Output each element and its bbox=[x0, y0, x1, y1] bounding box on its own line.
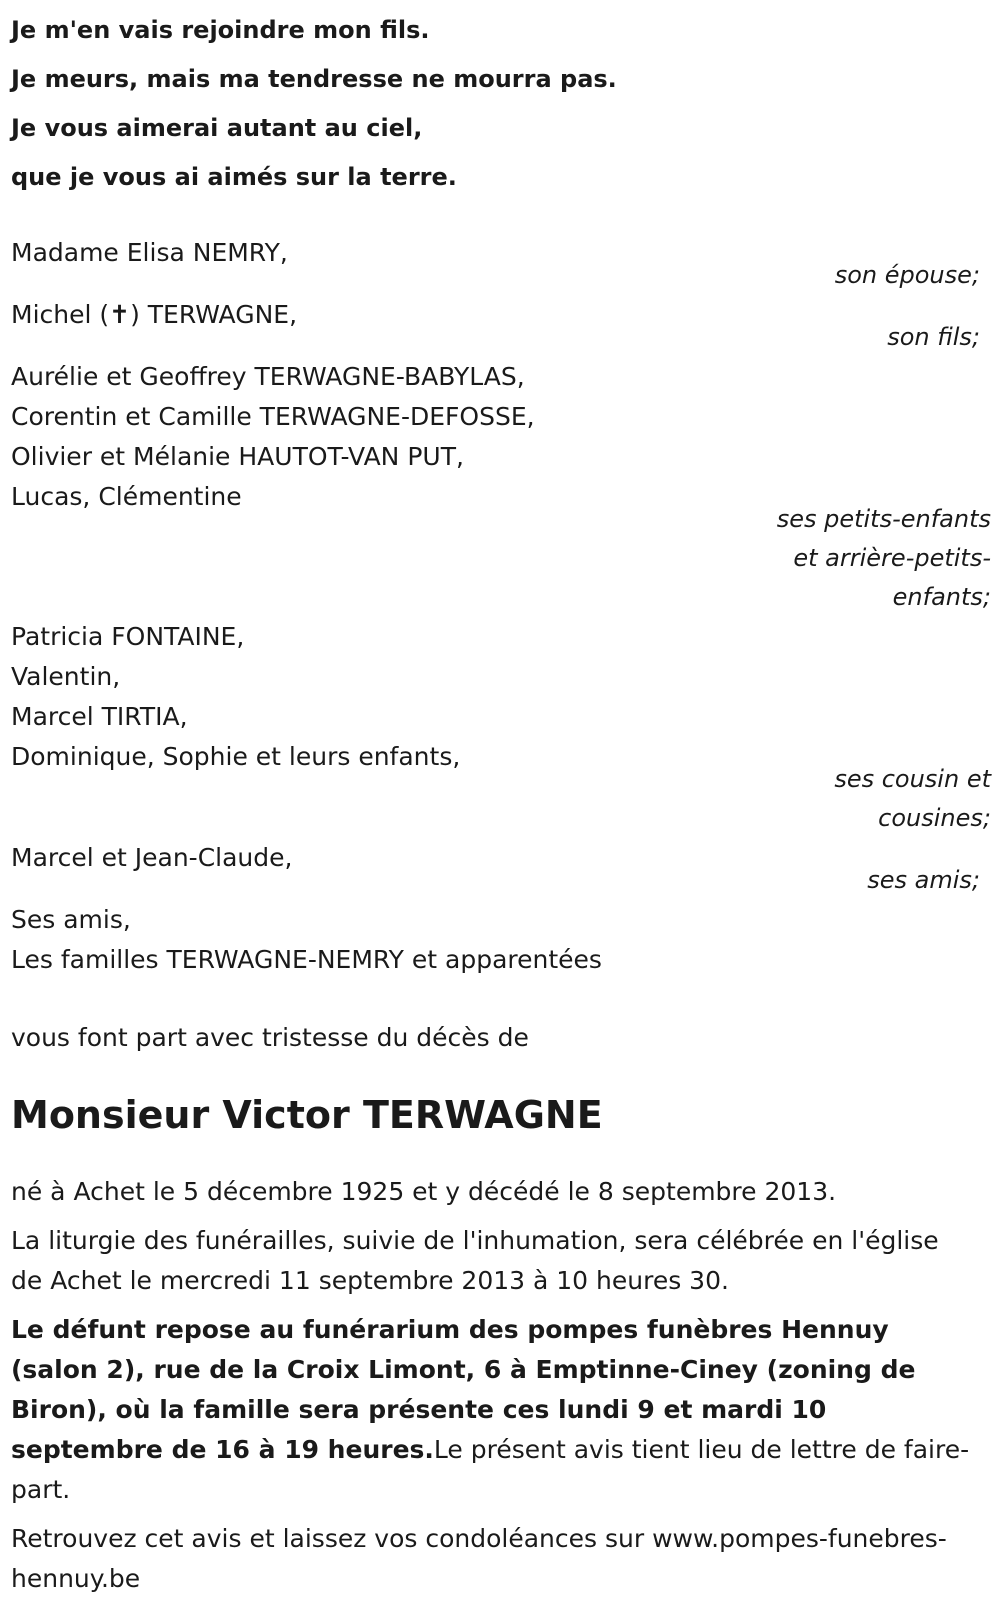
others-line: Ses amis, bbox=[11, 905, 131, 934]
friends-name: Marcel et Jean-Claude, bbox=[11, 843, 293, 872]
poem-line: Je m'en vais rejoindre mon fils. bbox=[11, 16, 430, 44]
liturgy-info: La liturgie des funérailles, suivie de l'inhumation, sera célébrée en l'église de Achet le mercredi 11 septembre 2013 à 10 heures 30. bbox=[11, 1226, 939, 1295]
poem-line: Je vous aimerai autant au ciel, bbox=[11, 114, 423, 142]
grandchildren-role-line: ses petits-enfants bbox=[776, 505, 991, 533]
poem-line: Je meurs, mais ma tendresse ne mourra pas. bbox=[11, 65, 617, 93]
cousin-line: Valentin, bbox=[11, 662, 121, 691]
spouse-role: son épouse; bbox=[834, 261, 980, 289]
cousins-block bbox=[11, 617, 991, 838]
grandchild-line: Aurélie et Geoffrey TERWAGNE-BABYLAS, bbox=[11, 362, 525, 391]
son-block bbox=[11, 295, 991, 357]
condolences-info: Retrouvez cet avis et laissez vos condoléances sur www.pompes-funebres-hennuy.be bbox=[11, 1524, 947, 1593]
notice-text: Le présent avis tient lieu de lettre de faire-part. bbox=[11, 1435, 970, 1504]
poem-line: que je vous ai aimés sur la terre. bbox=[11, 163, 457, 191]
grandchild-line: Lucas, Clémentine bbox=[11, 482, 242, 511]
cousin-line: Dominique, Sophie et leurs enfants, bbox=[11, 742, 461, 771]
birth-death: né à Achet le 5 décembre 1925 et y décédé le 8 septembre 2013. bbox=[11, 1177, 837, 1206]
friends-block bbox=[11, 838, 991, 900]
obituary-notice bbox=[11, 0, 991, 1599]
cousin-line: Marcel TIRTIA, bbox=[11, 702, 188, 731]
spouse-block bbox=[11, 233, 991, 295]
son-name: Michel (✝) TERWAGNE, bbox=[11, 300, 298, 329]
friends-role: ses amis; bbox=[867, 866, 980, 894]
grandchild-line: Corentin et Camille TERWAGNE-DEFOSSE, bbox=[11, 402, 535, 431]
poem bbox=[11, 6, 991, 202]
announcement: vous font part avec tristesse du décès de bbox=[11, 1023, 529, 1052]
others-line: Les familles TERWAGNE-NEMRY et apparentées bbox=[11, 945, 602, 974]
spouse-name: Madame Elisa NEMRY, bbox=[11, 238, 288, 267]
cousins-role-line: cousines; bbox=[878, 804, 991, 832]
deceased-name: Monsieur Victor TERWAGNE bbox=[11, 1093, 603, 1137]
grandchildren-role-line: enfants; bbox=[892, 583, 991, 611]
visitation-info bbox=[11, 1310, 971, 1510]
cousin-line: Patricia FONTAINE, bbox=[11, 622, 245, 651]
cousins-role-line: ses cousin et bbox=[834, 765, 991, 793]
grandchild-line: Olivier et Mélanie HAUTOT-VAN PUT, bbox=[11, 442, 464, 471]
grandchildren-block bbox=[11, 357, 991, 617]
visitation-bold: Le défunt repose au funérarium des pompes funèbres Hennuy (salon 2), rue de la Croix Limont, 6 à Emptinne-Ciney (zoning de Biron), où la famille sera présente ces lundi 9 et mardi 10 septembre de 16 à 19 heures. bbox=[11, 1315, 916, 1464]
son-role: son fils; bbox=[887, 323, 980, 351]
grandchildren-role bbox=[22, 500, 991, 617]
others-block bbox=[11, 900, 991, 980]
grandchildren-role-line: et arrière-petits- bbox=[793, 544, 991, 572]
